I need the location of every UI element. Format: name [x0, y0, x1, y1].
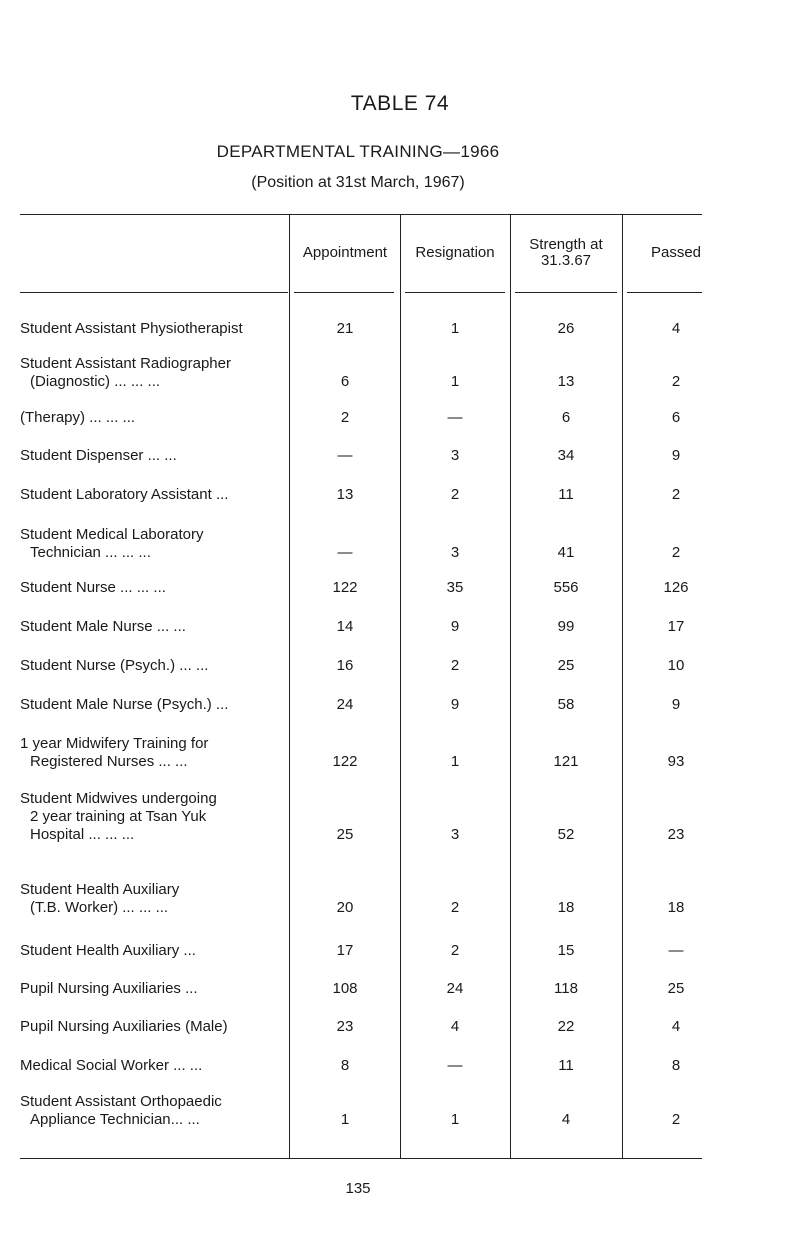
- cell-resignation: 3: [450, 544, 460, 561]
- row-label-line: Student Male Nurse ... ...: [20, 618, 186, 635]
- cell-resignation: —: [447, 1057, 463, 1074]
- row-label: [20, 735, 288, 771]
- cell-appointment: 1: [340, 1111, 350, 1128]
- cell-strength: 15: [557, 942, 575, 959]
- cell-passed: 2: [671, 373, 681, 390]
- row-label-line: Student Male Nurse (Psych.) ...: [20, 696, 229, 713]
- cell-resignation: 24: [446, 980, 464, 997]
- header-rule-label: [20, 292, 288, 293]
- cell-strength: 118: [554, 980, 578, 997]
- row-label: [20, 320, 288, 338]
- cell-appointment: 24: [336, 696, 354, 713]
- cell-passed: 17: [667, 618, 685, 635]
- row-label-line: Registered Nurses ... ...: [30, 753, 188, 770]
- cell-strength: 6: [561, 409, 571, 426]
- column-divider: [289, 214, 290, 1158]
- row-label-line: Student Health Auxiliary ...: [20, 942, 196, 959]
- cell-passed: 9: [671, 696, 681, 713]
- row-label: [20, 696, 288, 714]
- row-label: [20, 1057, 288, 1075]
- cell-passed: 2: [671, 544, 681, 561]
- cell-appointment: 2: [340, 409, 350, 426]
- cell-strength: 58: [557, 696, 575, 713]
- cell-strength: 11: [558, 486, 574, 503]
- cell-passed: 93: [667, 753, 685, 770]
- row-label: [20, 526, 288, 562]
- header-rule-strength: [515, 292, 617, 293]
- row-label-line: Appliance Technician... ...: [30, 1111, 200, 1128]
- row-label-line: (T.B. Worker) ... ... ...: [30, 899, 169, 916]
- row-label-line: Technician ... ... ...: [30, 544, 151, 561]
- column-divider: [510, 214, 511, 1158]
- row-label: [20, 618, 288, 636]
- cell-strength: 41: [557, 544, 575, 561]
- cell-appointment: —: [337, 544, 353, 561]
- row-label-line: Student Midwives undergoing: [20, 790, 217, 807]
- cell-strength: 18: [557, 899, 575, 916]
- cell-resignation: 9: [450, 618, 460, 635]
- cell-strength: 11: [558, 1057, 574, 1074]
- page-title: TABLE 74: [350, 92, 450, 115]
- cell-appointment: 108: [332, 980, 358, 997]
- cell-passed: 9: [671, 447, 681, 464]
- header-rule-passed: [627, 292, 702, 293]
- cell-appointment: 20: [336, 899, 354, 916]
- cell-appointment: 122: [332, 753, 358, 770]
- row-label: [20, 980, 288, 998]
- cell-appointment: 6: [340, 373, 350, 390]
- row-label-line: Medical Social Worker ... ...: [20, 1057, 203, 1074]
- row-label: [20, 1018, 288, 1036]
- column-divider: [400, 214, 401, 1158]
- cell-appointment: 23: [336, 1018, 354, 1035]
- row-label: [20, 486, 288, 504]
- cell-appointment: 16: [336, 657, 354, 674]
- cell-resignation: 1: [450, 320, 460, 337]
- cell-resignation: 2: [450, 899, 460, 916]
- cell-resignation: 4: [450, 1018, 460, 1035]
- cell-passed: 10: [667, 657, 685, 674]
- row-label: [20, 355, 288, 391]
- cell-strength: 26: [557, 320, 575, 337]
- row-label-line: 2 year training at Tsan Yuk: [30, 808, 207, 825]
- table-bottom-rule: [20, 1158, 702, 1159]
- cell-appointment: 14: [336, 618, 354, 635]
- row-label-line: Student Nurse ... ... ...: [20, 579, 166, 596]
- header-rule-resignation: [405, 292, 505, 293]
- column-header-strength-text: Strength at 31.3.67: [529, 236, 603, 269]
- cell-passed: 18: [667, 899, 685, 916]
- cell-resignation: 3: [450, 447, 460, 464]
- header-rule-appointment: [294, 292, 394, 293]
- row-label-line: Student Assistant Orthopaedic: [20, 1093, 222, 1110]
- table-subheading: (Position at 31st March, 1967): [251, 174, 465, 191]
- row-label-line: Student Medical Laboratory: [20, 526, 204, 543]
- row-label: [20, 409, 288, 427]
- row-label: [20, 657, 288, 675]
- column-header-passed: Passed: [650, 244, 702, 261]
- column-divider: [622, 214, 623, 1158]
- row-label: [20, 447, 288, 465]
- cell-passed: 25: [667, 980, 685, 997]
- row-label-line: Pupil Nursing Auxiliaries (Male): [20, 1018, 228, 1035]
- cell-passed: 126: [663, 579, 689, 596]
- cell-strength: 556: [553, 579, 579, 596]
- cell-passed: —: [668, 942, 684, 959]
- cell-resignation: 35: [446, 579, 464, 596]
- cell-resignation: 2: [450, 486, 460, 503]
- column-header-appointment: Appointment: [302, 244, 388, 261]
- cell-resignation: 9: [450, 696, 460, 713]
- table-heading: DEPARTMENTAL TRAINING—1966: [216, 142, 500, 161]
- cell-resignation: 1: [450, 1111, 460, 1128]
- cell-appointment: 21: [336, 320, 354, 337]
- cell-appointment: 25: [336, 826, 354, 843]
- row-label-line: Student Assistant Physiotherapist: [20, 320, 243, 337]
- cell-appointment: 13: [336, 486, 354, 503]
- cell-passed: 23: [667, 826, 685, 843]
- row-label: [20, 790, 288, 844]
- cell-strength: 13: [557, 373, 575, 390]
- row-label-line: (Diagnostic) ... ... ...: [30, 373, 161, 390]
- row-label-line: Student Nurse (Psych.) ... ...: [20, 657, 209, 674]
- row-label-line: Student Dispenser ... ...: [20, 447, 177, 464]
- cell-appointment: —: [337, 447, 353, 464]
- cell-strength: 121: [553, 753, 579, 770]
- cell-strength: 22: [557, 1018, 575, 1035]
- cell-resignation: 1: [450, 753, 460, 770]
- row-label-line: Student Health Auxiliary: [20, 881, 180, 898]
- row-label: [20, 1093, 288, 1129]
- cell-strength: 52: [557, 826, 575, 843]
- cell-appointment: 8: [340, 1057, 350, 1074]
- column-header-resignation: Resignation: [415, 244, 495, 261]
- cell-resignation: 2: [450, 657, 460, 674]
- cell-passed: 8: [671, 1057, 681, 1074]
- cell-passed: 4: [671, 320, 681, 337]
- row-label: [20, 881, 288, 917]
- cell-strength: 34: [557, 447, 575, 464]
- row-label-line: Student Assistant Radiographer: [20, 355, 231, 372]
- row-label-line: Hospital ... ... ...: [30, 826, 135, 843]
- cell-resignation: 3: [450, 826, 460, 843]
- cell-appointment: 17: [336, 942, 354, 959]
- page-number: 135: [345, 1180, 371, 1197]
- cell-passed: 6: [671, 409, 681, 426]
- cell-appointment: 122: [332, 579, 358, 596]
- cell-passed: 2: [671, 1111, 681, 1128]
- column-header-strength: [510, 214, 622, 292]
- cell-passed: 4: [671, 1018, 681, 1035]
- cell-strength: 99: [557, 618, 575, 635]
- cell-resignation: 1: [450, 373, 460, 390]
- row-label: [20, 942, 288, 960]
- cell-passed: 2: [671, 486, 681, 503]
- row-label: [20, 579, 288, 597]
- cell-resignation: —: [447, 409, 463, 426]
- cell-strength: 4: [561, 1111, 571, 1128]
- row-label-line: Pupil Nursing Auxiliaries ...: [20, 980, 198, 997]
- row-label-line: Student Laboratory Assistant ...: [20, 486, 229, 503]
- cell-strength: 25: [557, 657, 575, 674]
- row-label-line: (Therapy) ... ... ...: [20, 409, 136, 426]
- cell-resignation: 2: [450, 942, 460, 959]
- row-label-line: 1 year Midwifery Training for: [20, 735, 209, 752]
